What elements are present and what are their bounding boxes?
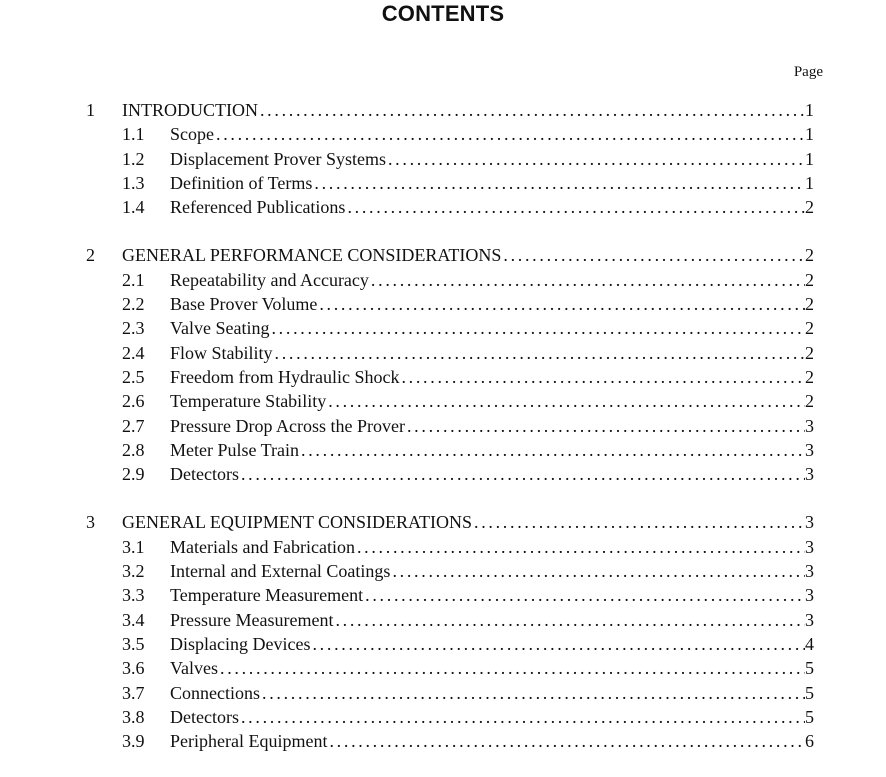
- toc-subsection-row[interactable]: [0, 535, 886, 559]
- toc-entry: [170, 171, 814, 195]
- page-title: CONTENTS: [381, 1, 505, 26]
- subsection-title: Pressure Drop Across the Prover: [170, 415, 405, 436]
- subsection-title: Valves: [170, 658, 218, 679]
- toc-subsection-row[interactable]: [0, 729, 886, 753]
- toc-entry: [170, 195, 814, 219]
- subsection-title: Repeatability and Accuracy: [170, 269, 369, 290]
- toc-subsection-row[interactable]: [0, 171, 886, 195]
- subsection-number: 1.3: [122, 172, 145, 193]
- dot-leader: [369, 268, 805, 292]
- subsection-title: Connections: [170, 682, 260, 703]
- subsection-title: Flow Stability: [170, 342, 273, 363]
- page-number: 3: [805, 512, 814, 533]
- toc-entry: [170, 559, 814, 583]
- toc-subsection-row[interactable]: [0, 316, 886, 340]
- subsection-number: 3.3: [122, 585, 145, 606]
- dot-leader: [355, 535, 805, 559]
- page-number: 1: [805, 100, 814, 120]
- toc-entry: [170, 438, 814, 462]
- dot-leader: [260, 681, 805, 705]
- subsection-number: 2.2: [122, 294, 145, 315]
- section-title: INTRODUCTION: [122, 100, 258, 120]
- toc-entry: [170, 389, 814, 413]
- subsection-number: 3.7: [122, 682, 145, 703]
- page-number: 3: [805, 609, 814, 630]
- dot-leader: [239, 462, 805, 486]
- dot-leader: [273, 341, 805, 365]
- subsection-number: 2.1: [122, 269, 145, 290]
- subsection-title: Displacing Devices: [170, 633, 311, 654]
- dot-leader: [310, 632, 805, 656]
- toc-section-row[interactable]: [0, 98, 886, 122]
- toc-subsection-row[interactable]: [0, 414, 886, 438]
- dot-leader: [386, 147, 805, 171]
- subsection-title: Detectors: [170, 464, 239, 485]
- page-number: 3: [805, 415, 814, 436]
- toc-subsection-row[interactable]: [0, 268, 886, 292]
- subsection-number: 3.5: [122, 633, 145, 654]
- dot-leader: [501, 243, 805, 267]
- dot-leader: [214, 122, 805, 146]
- subsection-number: 1.2: [122, 148, 145, 169]
- toc-entry: [170, 656, 814, 680]
- subsection-title: Displacement Prover Systems: [170, 148, 386, 169]
- page-number: 2: [805, 294, 814, 315]
- subsection-number: 2.6: [122, 391, 145, 412]
- toc-entry: [170, 414, 814, 438]
- toc-subsection-row[interactable]: [0, 462, 886, 486]
- toc-subsection-row[interactable]: [0, 122, 886, 146]
- dot-leader: [399, 365, 805, 389]
- page-number: 3: [805, 464, 814, 485]
- subsection-number: 2.4: [122, 342, 145, 363]
- page-number: 5: [805, 682, 814, 703]
- dot-leader: [326, 389, 805, 413]
- toc-section-row[interactable]: [0, 510, 886, 534]
- subsection-title: Valve Seating: [170, 318, 270, 339]
- toc-section: [0, 98, 886, 219]
- section-number: 1: [86, 100, 95, 120]
- toc-entry: [170, 268, 814, 292]
- toc-entry: [170, 535, 814, 559]
- toc-entry: [170, 583, 814, 607]
- subsection-title: Temperature Measurement: [170, 585, 364, 606]
- subsection-title: Definition of Terms: [170, 172, 313, 193]
- toc-subsection-row[interactable]: [0, 583, 886, 607]
- page-number: 1: [805, 124, 814, 145]
- toc-subsection-row[interactable]: [0, 681, 886, 705]
- subsection-number: 2.7: [122, 415, 145, 436]
- dot-leader: [317, 292, 805, 316]
- toc-entry: [122, 510, 814, 534]
- toc-subsection-row[interactable]: [0, 656, 886, 680]
- toc-entry: [122, 243, 814, 267]
- dot-leader: [218, 656, 805, 680]
- dot-leader: [299, 438, 805, 462]
- section-number: 3: [86, 512, 95, 533]
- subsection-number: 2.8: [122, 439, 145, 460]
- toc-subsection-row[interactable]: [0, 195, 886, 219]
- page-number: 3: [805, 561, 814, 582]
- toc-entry: [170, 292, 814, 316]
- page-number: 1: [805, 172, 814, 193]
- toc-subsection-row[interactable]: [0, 292, 886, 316]
- subsection-number: 3.2: [122, 561, 145, 582]
- subsection-number: 2.3: [122, 318, 145, 339]
- toc-entry: [122, 98, 814, 122]
- page-number: 4: [805, 633, 814, 654]
- toc-section: [0, 243, 886, 486]
- subsection-title: Pressure Measurement: [170, 609, 334, 630]
- toc-entry: [170, 365, 814, 389]
- dot-leader: [472, 510, 805, 534]
- toc-subsection-row[interactable]: [0, 705, 886, 729]
- page-number: 3: [805, 585, 814, 606]
- subsection-number: 1.4: [122, 197, 145, 218]
- section-number: 2: [86, 245, 95, 266]
- dot-leader: [390, 559, 805, 583]
- page-number: 2: [805, 342, 814, 363]
- toc-section-row[interactable]: [0, 243, 886, 267]
- subsection-number: 3.6: [122, 658, 145, 679]
- page-number: 3: [805, 439, 814, 460]
- subsection-number: 1.1: [122, 124, 145, 145]
- section-title: GENERAL EQUIPMENT CONSIDERATIONS: [122, 512, 472, 533]
- subsection-title: Meter Pulse Train: [170, 439, 300, 460]
- toc-subsection-row[interactable]: [0, 608, 886, 632]
- dot-leader: [327, 729, 805, 753]
- toc-subsection-row[interactable]: [0, 365, 886, 389]
- dot-leader: [269, 316, 805, 340]
- page-column-label: Page: [793, 64, 823, 80]
- dot-leader: [333, 608, 805, 632]
- subsection-title: Peripheral Equipment: [170, 731, 328, 752]
- subsection-number: 3.1: [122, 536, 145, 557]
- toc-entry: [170, 316, 814, 340]
- subsection-title: Temperature Stability: [170, 391, 327, 412]
- page-number: 6: [805, 731, 814, 752]
- subsection-title: Detectors: [170, 706, 239, 727]
- toc-entry: [170, 147, 814, 171]
- subsection-title: Base Prover Volume: [170, 294, 318, 315]
- toc-entry: [170, 462, 814, 486]
- dot-leader: [345, 195, 805, 219]
- toc-entry: [170, 608, 814, 632]
- dot-leader: [312, 171, 805, 195]
- toc-subsection-row[interactable]: [0, 389, 886, 413]
- page-number: 5: [805, 706, 814, 727]
- subsection-number: 3.9: [122, 731, 145, 752]
- toc-subsection-row[interactable]: [0, 632, 886, 656]
- toc-entry: [170, 341, 814, 365]
- dot-leader: [363, 583, 805, 607]
- subsection-title: Referenced Publications: [170, 197, 346, 218]
- page-number: 1: [805, 148, 814, 169]
- toc-entry: [170, 729, 814, 753]
- subsection-number: 3.8: [122, 706, 145, 727]
- dot-leader: [239, 705, 805, 729]
- subsection-title: Scope: [170, 124, 214, 145]
- dot-leader: [405, 414, 805, 438]
- table-of-contents: [0, 98, 886, 777]
- toc-entry: [170, 681, 814, 705]
- subsection-number: 3.4: [122, 609, 145, 630]
- toc-subsection-row[interactable]: [0, 559, 886, 583]
- toc-section: [0, 510, 886, 753]
- page-number: 2: [805, 245, 814, 266]
- toc-entry: [170, 122, 814, 146]
- subsection-title: Freedom from Hydraulic Shock: [170, 366, 400, 387]
- page-number: 2: [805, 269, 814, 290]
- toc-entry: [170, 632, 814, 656]
- toc-entry: [170, 705, 814, 729]
- page-number: 2: [805, 366, 814, 387]
- subsection-title: Internal and External Coatings: [170, 561, 391, 582]
- subsection-number: 2.5: [122, 366, 145, 387]
- toc-subsection-row[interactable]: [0, 147, 886, 171]
- toc-subsection-row[interactable]: [0, 438, 886, 462]
- subsection-number: 2.9: [122, 464, 145, 485]
- page-number: 3: [805, 536, 814, 557]
- subsection-title: Materials and Fabrication: [170, 536, 355, 557]
- page-number: 2: [805, 391, 814, 412]
- toc-subsection-row[interactable]: [0, 341, 886, 365]
- page-number: 2: [805, 197, 814, 218]
- page-number: 5: [805, 658, 814, 679]
- page-number: 2: [805, 318, 814, 339]
- dot-leader: [258, 98, 805, 122]
- section-title: GENERAL PERFORMANCE CONSIDERATIONS: [122, 245, 502, 266]
